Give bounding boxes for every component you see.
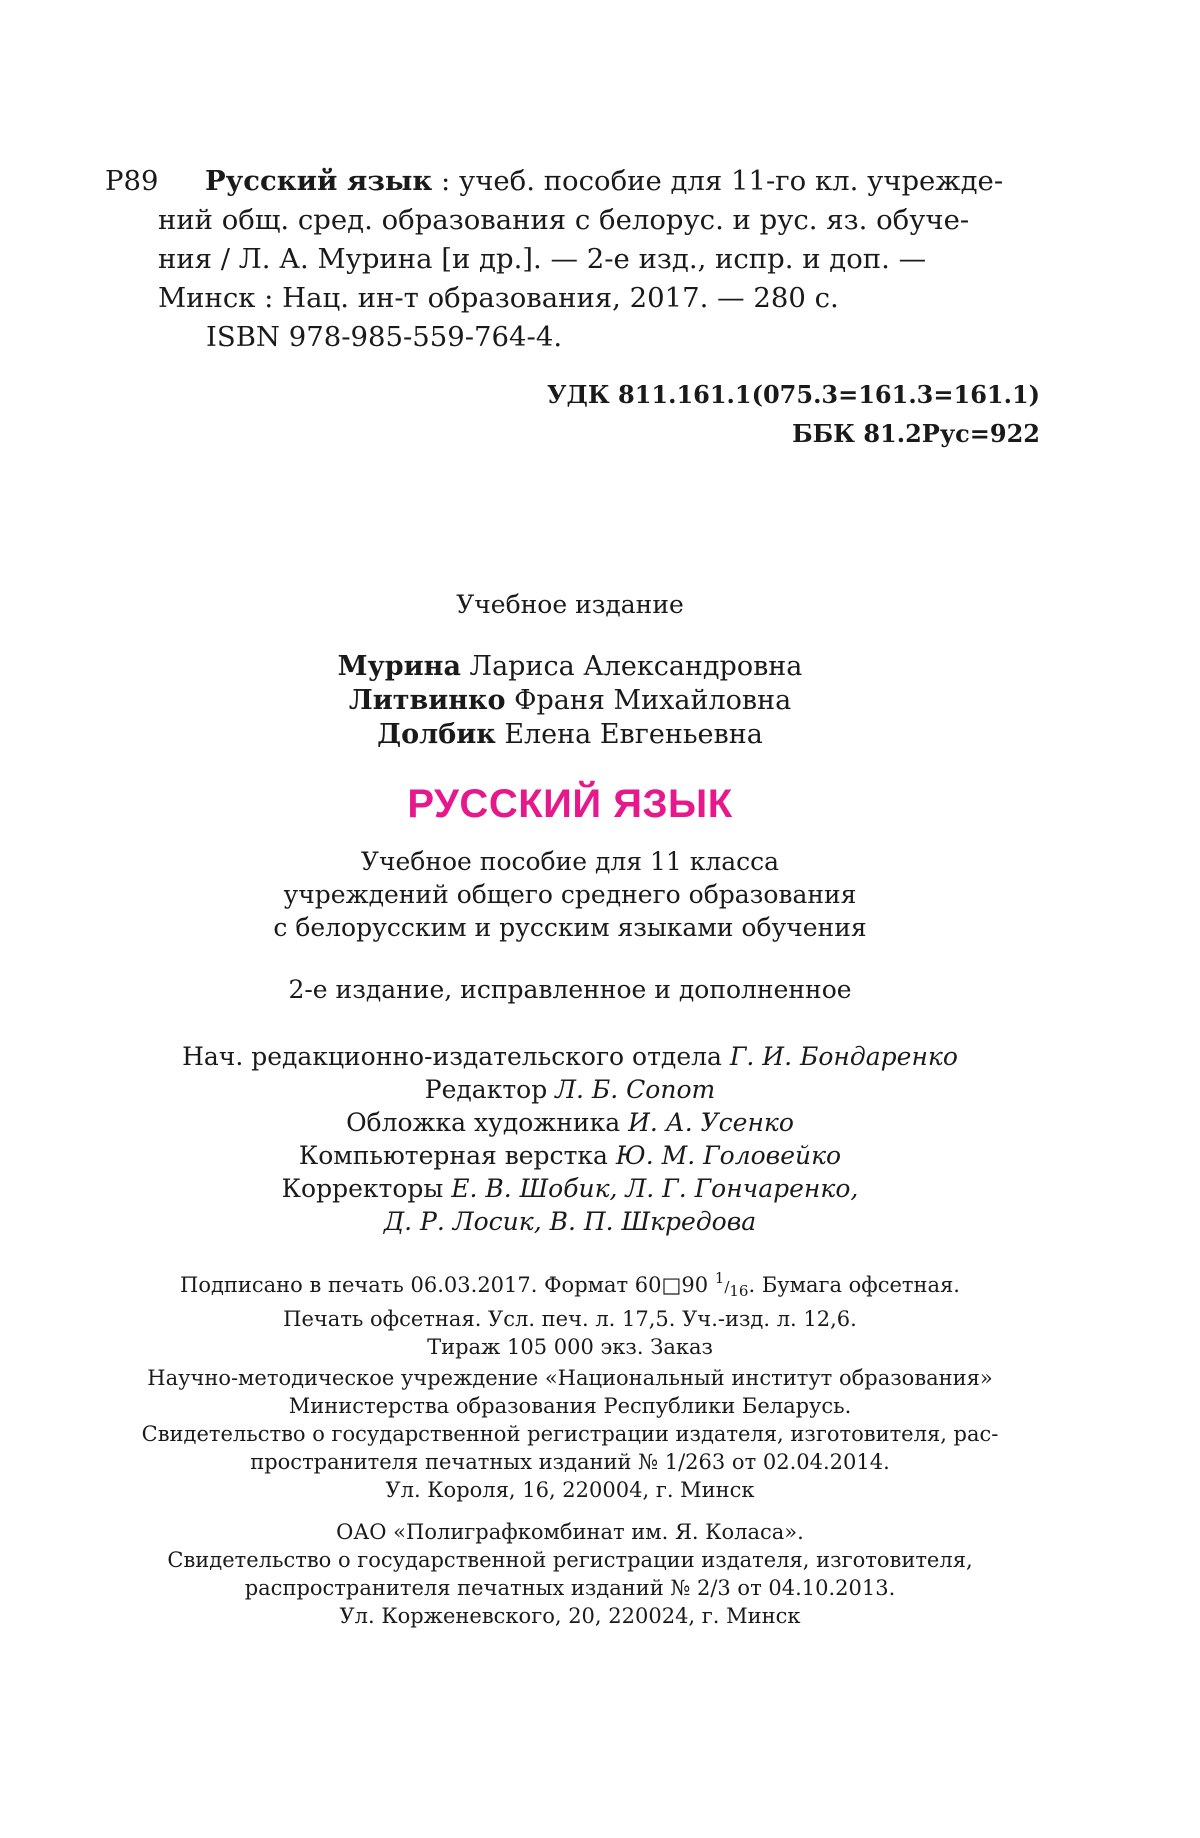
credit-person: Л. Б. Сопот [555,1075,716,1104]
printer-line: Ул. Корженевского, 20, 220024, г. Минск [339,1604,801,1628]
bbk-code: ББК 81.2Рус=922 [792,419,1040,448]
credit-person: Г. И. Бондаренко [729,1042,958,1071]
print-signed-date: Подписано в печать 06.03.2017. Формат 60 [180,1273,662,1297]
catalog-record [105,162,1040,357]
print-details [0,1264,1140,1361]
author-surname: Литвинко [348,685,506,716]
catalog-title: Русский язык [205,165,433,197]
credit-line [0,1172,1140,1205]
subtitle-line: Учебное пособие для 11 класса [360,847,780,876]
author-surname: Мурина [337,651,461,682]
fraction-denominator: 16 [729,1282,749,1300]
catalog-code: Р89 [105,165,159,197]
printer-details [0,1518,1140,1630]
authors-list [0,650,1140,752]
print-line-3: Тираж 105 000 экз. Заказ [427,1335,713,1359]
print-line-2: Печать офсетная. Усл. печ. л. 17,5. Уч.-изд. л. 12,6. [283,1307,857,1331]
fraction-numerator: 1 [714,1269,725,1287]
catalog-line-3: ния / Л. А. Мурина [и др.]. — 2-е изд., испр. и доп. — [158,243,927,275]
credit-line [0,1139,1140,1172]
isbn: ISBN 978-985-559-764-4. [206,321,563,353]
udk-code: УДК 811.161.1(075.3=161.3=161.1) [547,380,1040,409]
format-symbol: □ [661,1273,682,1297]
credit-line [0,1106,1140,1139]
subtitle-line: учреждений общего среднего образования [283,880,857,909]
author-given-name: Лариса Александровна [460,651,803,682]
credit-role: Корректоры [281,1174,452,1203]
paper-type: . Бумага офсетная. [748,1273,960,1297]
author-line [0,650,1140,684]
printer-line: ОАО «Полиграфкомбинат им. Я. Коласа». [336,1520,804,1544]
author-surname: Долбик [377,719,496,750]
publisher-line: Министерства образования Республики Беларусь. [288,1394,852,1418]
catalog-line-1: : учеб. пособие для 11-го кл. учрежде- [432,165,1004,197]
publisher-line: Ул. Короля, 16, 220004, г. Минск [385,1478,755,1502]
publisher-line: Свидетельство о государственной регистрации издателя, изготовителя, рас- [141,1422,999,1446]
format-size: 90 [681,1273,715,1297]
credit-person: Ю. М. Головейко [615,1141,842,1170]
author-line [0,718,1140,752]
credit-role: Обложка художника [346,1108,629,1137]
classification-codes [547,375,1040,453]
credits-list [0,1040,1140,1238]
catalog-line-2: ний общ. сред. образования с белорус. и рус. яз. обуче- [158,204,970,236]
book-title: РУССКИЙ ЯЗЫК [407,782,733,826]
edition-note: 2-е издание, исправленное и дополненное [288,975,852,1004]
catalog-line-4: Минск : Нац. ин-т образования, 2017. — 280 с. [158,282,839,314]
fraction-slash: / [724,1278,730,1296]
credit-line [0,1073,1140,1106]
author-line [0,684,1140,718]
subtitle-line: с белорусским и русским языками обучения [273,913,867,942]
author-given-name: Франя Михайловна [505,685,792,716]
credit-line [0,1040,1140,1073]
credit-role: Нач. редакционно-издательского отдела [182,1042,730,1071]
credit-role: Компьютерная верстка [298,1141,616,1170]
author-given-name: Елена Евгеньевна [495,719,763,750]
publisher-line: Научно-методическое учреждение «Национальный институт образования» [147,1366,993,1390]
credit-person: Д. Р. Лосик, В. П. Шкредова [383,1207,757,1236]
format-fraction [714,1269,749,1300]
publisher-line: пространителя печатных изданий № 1/263 от 02.04.2014. [250,1450,890,1474]
credit-person: Е. В. Шобик, Л. Г. Гончаренко, [451,1174,859,1203]
printer-line: Свидетельство о государственной регистрации издателя, изготовителя, [167,1548,973,1572]
publisher-details [0,1364,1140,1504]
book-subtitle [0,845,1140,944]
credit-role: Редактор [424,1075,556,1104]
print-line-1 [0,1264,1140,1305]
credit-person: И. А. Усенко [628,1108,794,1137]
credit-line [0,1205,1140,1238]
publication-type: Учебное издание [456,590,684,619]
printer-line: распространителя печатных изданий № 2/3 от 04.10.2013. [244,1576,896,1600]
